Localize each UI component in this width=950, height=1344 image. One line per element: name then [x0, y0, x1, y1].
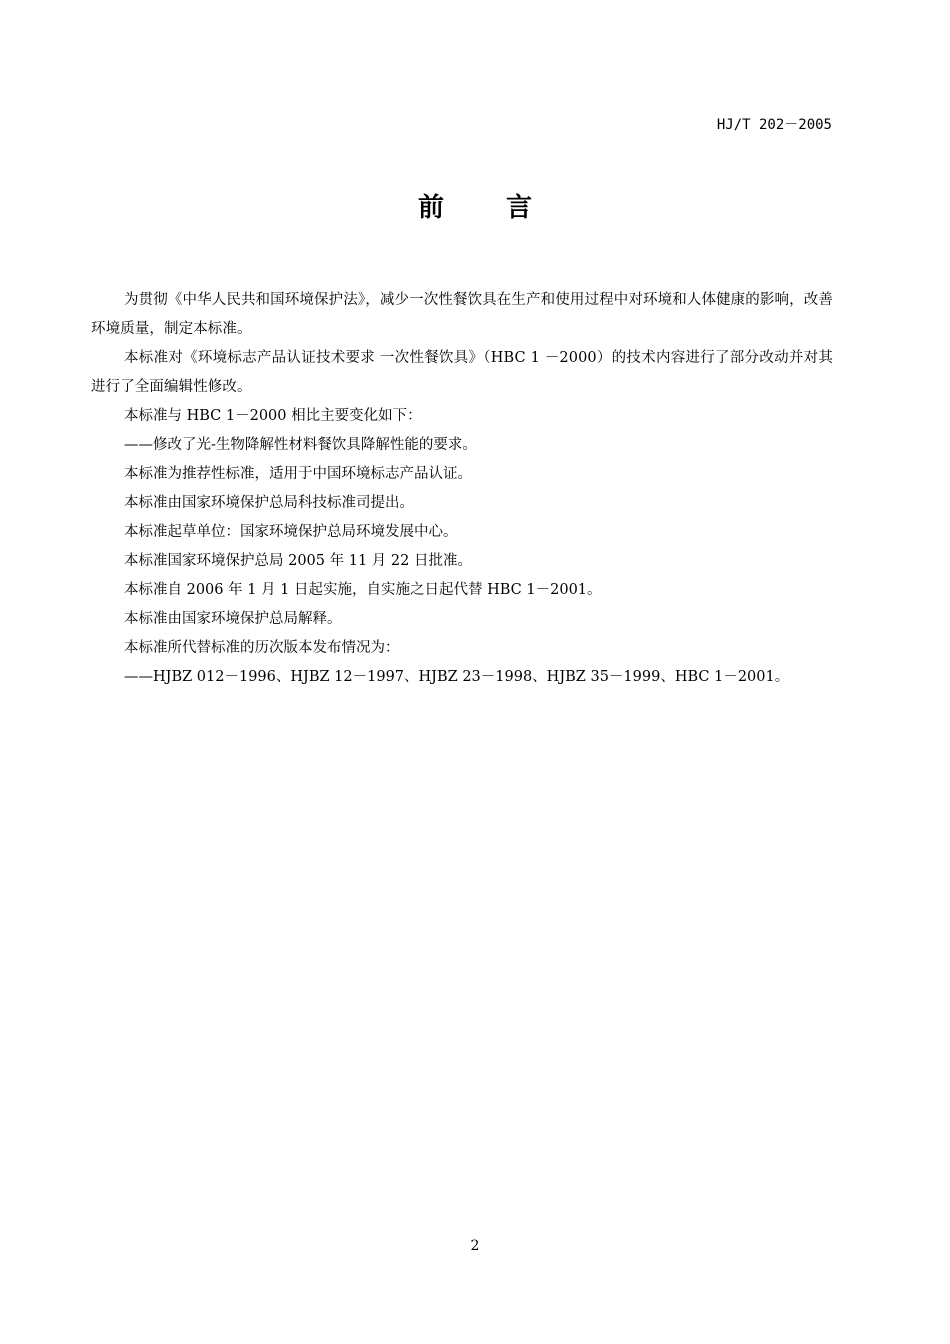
title-char-1: 前: [417, 193, 444, 223]
paragraph-change-item: ——修改了光-生物降解性材料餐饮具降解性能的要求。: [124, 437, 477, 453]
standard-number-header: HJ/T 202－2005: [716, 117, 832, 133]
paragraph-revision: 本标准对《环境标志产品认证技术要求 一次性餐饮具》（HBC 1 －2000）的技术内容进行了部分改动并对其进行了全面编辑性修改。: [91, 350, 833, 395]
paragraph-changes-intro: 本标准与 HBC 1－2000 相比主要变化如下：: [124, 408, 422, 424]
paragraph-proposer: 本标准由国家环境保护总局科技标准司提出。: [124, 495, 414, 511]
paragraph-history-list: ——HJBZ 012－1996、HJBZ 12－1997、HJBZ 23－1998、HJBZ 35－1999、HBC 1－2001。: [124, 669, 790, 685]
page-number: 2: [470, 1238, 480, 1254]
paragraph-implementation: 本标准自 2006 年 1 月 1 日起实施，自实施之日起代替 HBC 1－2001。: [124, 582, 602, 598]
title-char-2: 言: [506, 193, 533, 223]
paragraph-history-intro: 本标准所代替标准的历次版本发布情况为：: [124, 640, 400, 656]
paragraph-purpose: 为贯彻《中华人民共和国环境保护法》，减少一次性餐饮具在生产和使用过程中对环境和人体健康的影响，改善环境质量，制定本标准。: [91, 292, 833, 337]
paragraph-interpretation: 本标准由国家环境保护总局解释。: [124, 611, 342, 627]
paragraph-recommendation: 本标准为推荐性标准，适用于中国环境标志产品认证。: [124, 466, 472, 482]
paragraph-approval: 本标准国家环境保护总局 2005 年 11 月 22 日批准。: [124, 553, 472, 569]
foreword-body: [91, 286, 833, 692]
page-title: [0, 188, 950, 228]
paragraph-drafter: 本标准起草单位：国家环境保护总局环境发展中心。: [124, 524, 458, 540]
